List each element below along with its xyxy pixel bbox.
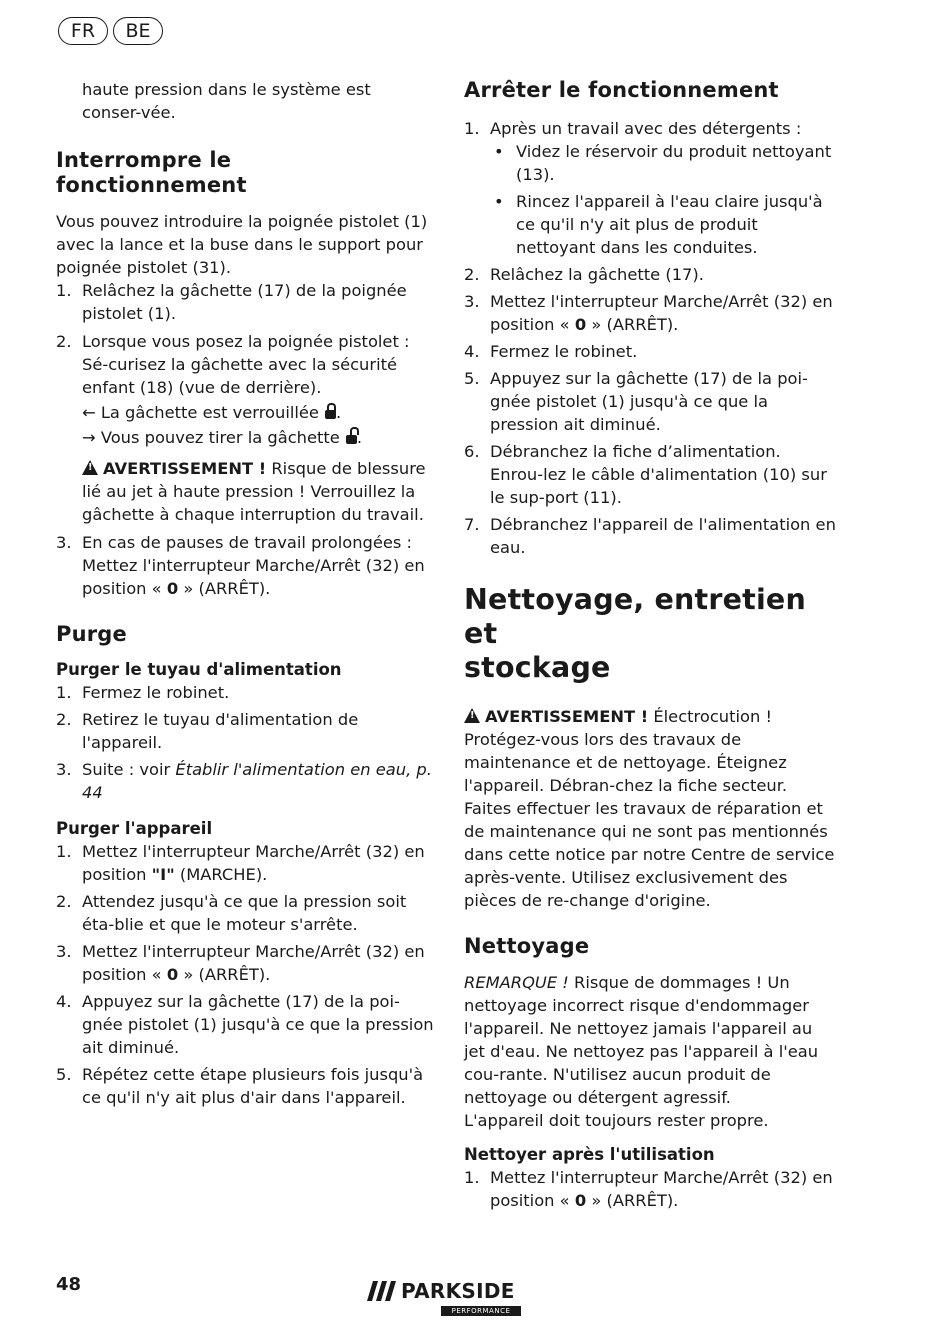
section-title-nettoyage: Nettoyage [464, 934, 590, 958]
list-item: 3. Mettez l'interrupteur Marche/Arrêt (32) en position « 0 » (ARRÊT). [56, 942, 425, 984]
lang-badge-be: BE [113, 17, 163, 45]
warning-block: !AVERTISSEMENT ! Risque de blessure lié au jet à haute pression ! Verrouillez la gâchette à chaque interruption du travail. [56, 457, 434, 526]
section-title-purge: Purge [56, 622, 127, 646]
brand-name: PARKSIDE [401, 1279, 515, 1303]
purge-appareil-steps [56, 840, 434, 1109]
nettoyer-steps [464, 1166, 836, 1212]
list-item: 5. Répétez cette étape plusieurs fois jusqu'à ce qu'il n'y ait plus d'air dans l'appareil. [56, 1065, 424, 1107]
section-title-nettoyage-entretien: Nettoyage, entretien et stockage [464, 583, 806, 684]
section-title-arreter: Arrêter le fonctionnement [464, 78, 779, 102]
brand-sub: PERFORMANCE [441, 1306, 521, 1316]
list-item: 2. Relâchez la gâchette (17). [464, 265, 704, 284]
subsection-title-purger-appareil: Purger l'appareil [56, 819, 213, 838]
lock-closed-icon [325, 410, 336, 419]
maintenance-text: Faites effectuer les travaux de réparation et de maintenance qui ne sont pas mentionnés dans cette notice par notre Centre de service après-vente. Utilisez exclusivement des pièces de re-change d'origine. [464, 799, 835, 910]
remark-block: REMARQUE ! Risque de dommages ! Un nettoyage incorrect risque d'endommager l'appareil. Ne nettoyez jamais l'appareil au jet d'eau. Ne nettoyez pas l'appareil à l'eau cou-rante. N'utilisez aucun produit de nettoyage ou détergent agressif. [464, 973, 819, 1107]
list-item: 3. Suite : voir Établir l'alimentation en eau, p. 44 [56, 760, 432, 802]
arrow-locked: ← La gâchette est verrouillée . [82, 403, 342, 422]
list-item [464, 140, 836, 259]
subsection-title-nettoyer: Nettoyer après l'utilisation [464, 1145, 715, 1164]
clean-text: L'appareil doit toujours rester propre. [464, 1111, 769, 1130]
list-item: 7. Débranchez l'appareil de l'alimentation en eau. [464, 515, 836, 557]
list-item: 1. Après un travail avec des détergents : [464, 119, 802, 138]
list-item: 1. Fermez le robinet. [56, 683, 230, 702]
purge-tuyau-steps [56, 681, 434, 804]
list-item: 1. Mettez l'interrupteur Marche/Arrêt (32) en position « 0 » (ARRÊT). [464, 1168, 833, 1210]
brand-logo [367, 1279, 527, 1319]
arreter-steps [464, 117, 836, 559]
list-item: 5. Appuyez sur la gâchette (17) de la poi-gnée pistolet (1) jusqu'à ce que la pression ait diminué. [464, 369, 808, 434]
list-item: 3. En cas de pauses de travail prolongées : Mettez l'interrupteur Marche/Arrêt (32) en position « 0 » (ARRÊT). [56, 533, 425, 598]
left-column [56, 78, 434, 1109]
lang-badge-fr: FR [58, 17, 108, 45]
intro-text: haute pression dans le système est conser-vée. [82, 80, 371, 122]
list-item: 4. Fermez le robinet. [464, 342, 638, 361]
list-item: 1. Relâchez la gâchette (17) de la poignée pistolet (1). [56, 281, 407, 323]
interrompre-text: Vous pouvez introduire la poignée pistolet (1) avec la lance et la buse dans le support pour poignée pistolet (31). [56, 212, 428, 277]
lock-open-icon [346, 435, 357, 444]
warning-icon [464, 708, 480, 723]
arrow-unlocked: → Vous pouvez tirer la gâchette . [82, 428, 362, 447]
bullet-item: • Videz le réservoir du produit nettoyant (13). [494, 142, 832, 184]
list-item: 4. Appuyez sur la gâchette (17) de la poi-gnée pistolet (1) jusqu'à ce que la pression ait diminué. [56, 992, 434, 1057]
list-item: 6. Débranchez la fiche d’alimentation. Enrou-lez le câble d'alimentation (10) sur le sup-port (11). [464, 442, 827, 507]
list-item: 2. Lorsque vous posez la poignée pistolet : Sé-curisez la gâchette avec la sécurité enfant (18) (vue de derrière). [56, 332, 410, 397]
list-item: 3. Mettez l'interrupteur Marche/Arrêt (32) en position « 0 » (ARRÊT). [464, 292, 833, 334]
right-column [464, 78, 836, 1212]
interrompre-steps [56, 279, 434, 600]
subsection-title-purger-tuyau: Purger le tuyau d'alimentation [56, 660, 342, 679]
list-item: 1. Mettez l'interrupteur Marche/Arrêt (32) en position "I" (MARCHE). [56, 842, 425, 884]
logo-slashes-icon [367, 1281, 397, 1301]
warning-icon [82, 460, 98, 475]
section-title-interrompre: Interrompre le fonctionnement [56, 148, 247, 197]
page-number: 48 [56, 1274, 82, 1295]
list-item: 2. Attendez jusqu'à ce que la pression soit éta-blie et que le moteur s'arrête. [56, 892, 407, 934]
warning-block: !AVERTISSEMENT ! Électrocution ! Protégez-vous lors des travaux de maintenance et de nettoyage. Éteignez l'appareil. Débran-chez la fiche secteur. [464, 705, 836, 797]
bullet-item: • Rincez l'appareil à l'eau claire jusqu'à ce qu'il n'y ait plus de produit nettoyant dans les conduites. [494, 192, 823, 257]
list-item: 2. Retirez le tuyau d'alimentation de l'appareil. [56, 710, 359, 752]
